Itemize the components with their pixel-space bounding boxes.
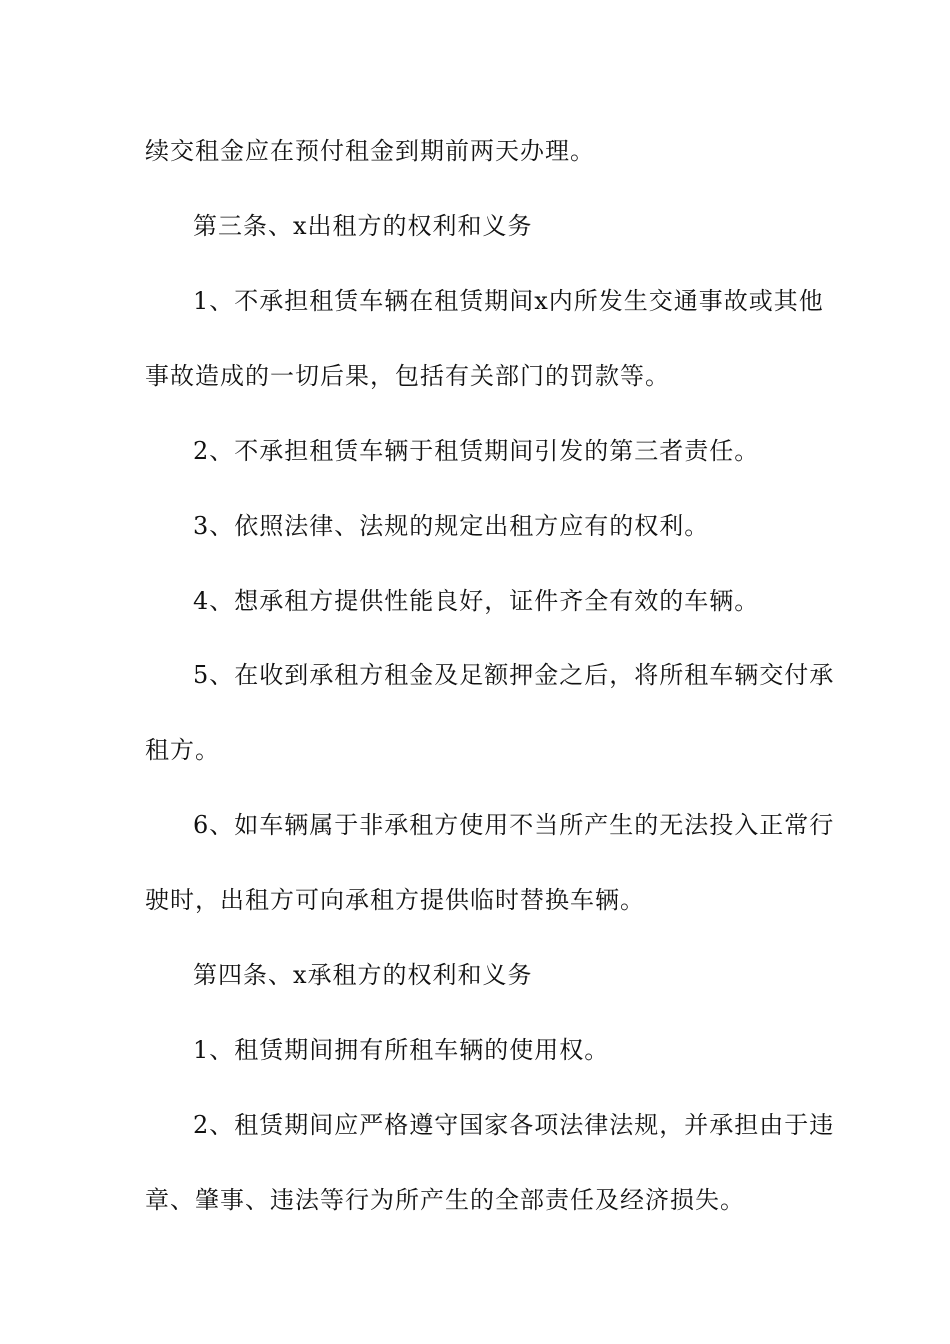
text-line: 2、不承担租赁车辆于租赁期间引发的第三者责任。 xyxy=(193,437,760,465)
text-line: 1、不承担租赁车辆在租赁期间x内所发生交通事故或其他 xyxy=(193,287,824,315)
text-line: 4、想承租方提供性能良好，证件齐全有效的车辆。 xyxy=(193,587,760,615)
text-line: 章、肇事、违法等行为所产生的全部责任及经济损失。 xyxy=(145,1186,745,1214)
text-line: 事故造成的一切后果，包括有关部门的罚款等。 xyxy=(145,362,670,390)
text-line: 6、如车辆属于非承租方使用不当所产生的无法投入正常行 xyxy=(193,811,835,839)
text-line: 1、租赁期间拥有所租车辆的使用权。 xyxy=(193,1036,610,1064)
text-line: 3、依照法律、法规的规定出租方应有的权利。 xyxy=(193,512,710,540)
section-heading: 第四条、x承租方的权利和义务 xyxy=(193,961,533,989)
text-line: 2、租赁期间应严格遵守国家各项法律法规，并承担由于违 xyxy=(193,1111,835,1139)
text-line: 5、在收到承租方租金及足额押金之后，将所租车辆交付承 xyxy=(193,661,835,689)
text-line: 驶时，出租方可向承租方提供临时替换车辆。 xyxy=(145,886,645,914)
section-heading: 第三条、x出租方的权利和义务 xyxy=(193,212,533,240)
text-line: 租方。 xyxy=(145,736,220,764)
text-line: 续交租金应在预付租金到期前两天办理。 xyxy=(145,137,595,165)
